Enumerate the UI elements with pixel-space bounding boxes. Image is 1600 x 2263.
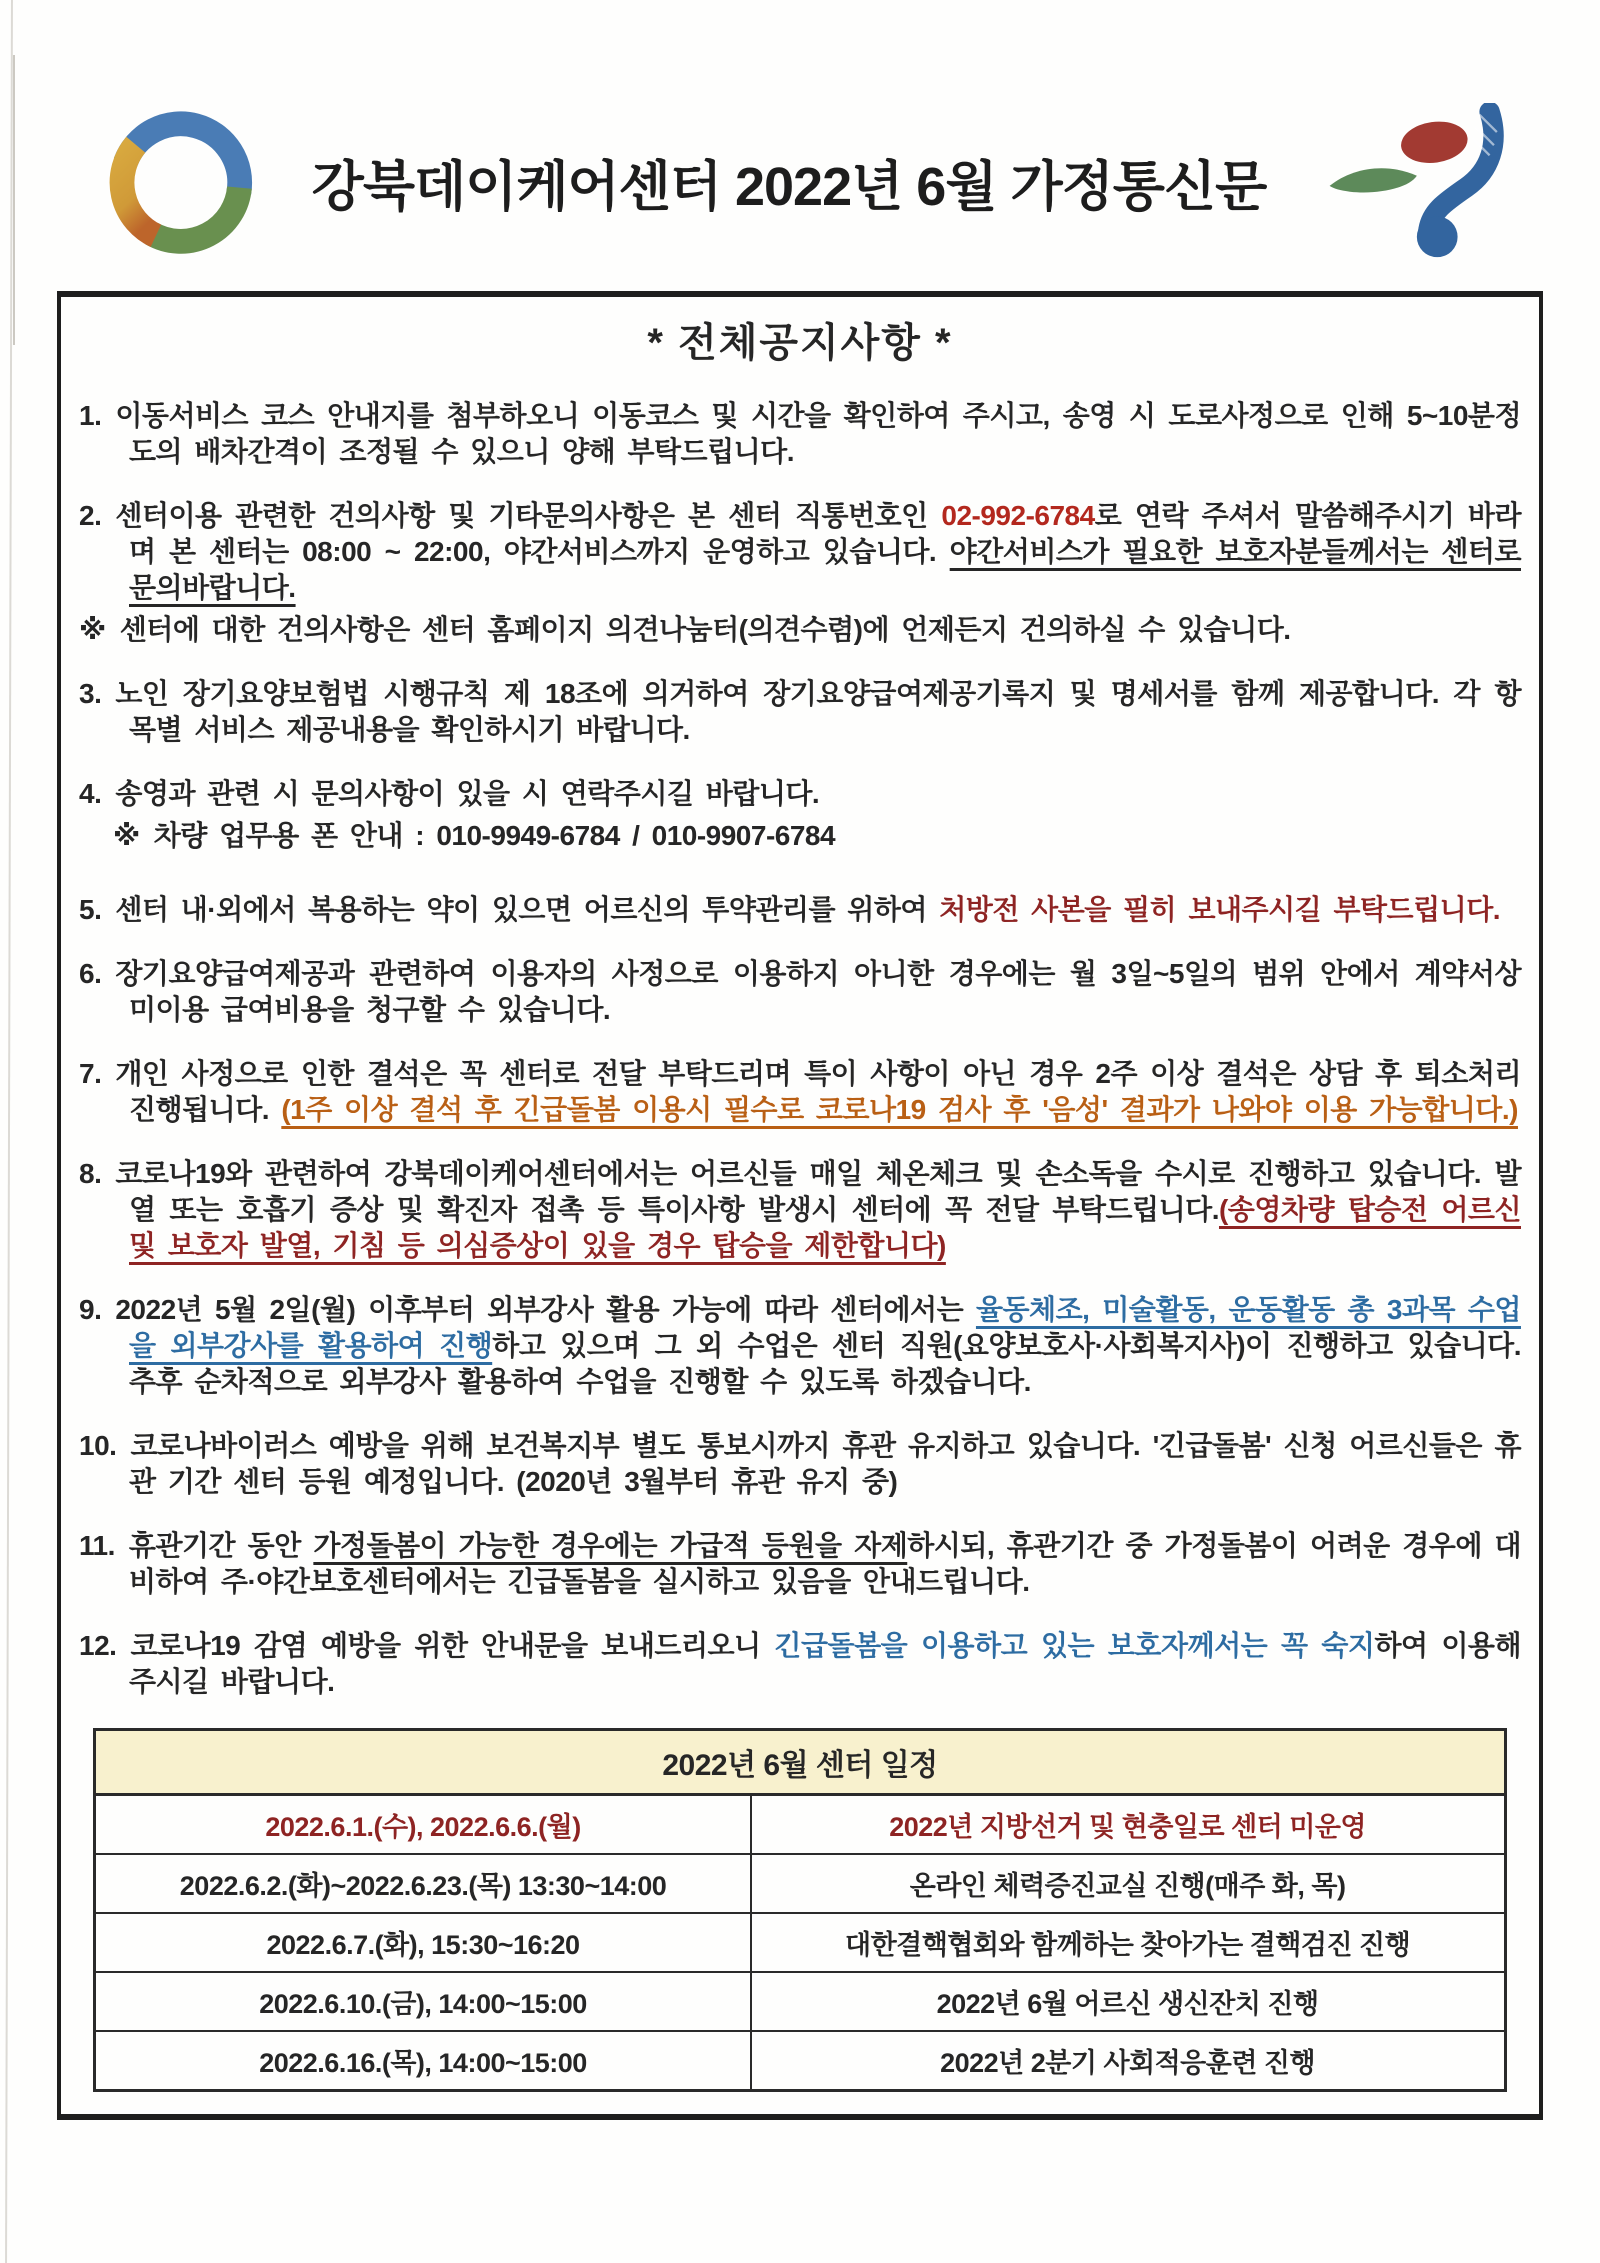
text-segment: 처방전 사본을 필히 보내주시길 부탁드립니다. xyxy=(939,894,1501,925)
item-number: 7. xyxy=(79,1058,102,1089)
item-number: ※ xyxy=(79,614,106,645)
notice-item xyxy=(79,498,1521,606)
text-segment: 하여 이용해주시길 바랍니다. xyxy=(129,1630,1521,1697)
notice-item xyxy=(79,1628,1521,1700)
text-segment: 이동서비스 코스 안내지를 첨부하오니 이동코스 및 시간을 확인하여 주시고, 송영 시 도로사정으로 인해 5~10분정도의 배차간격이 조정될 수 있으니 양해 부탁드립니다. xyxy=(115,400,1521,467)
schedule-row xyxy=(95,1854,1505,1913)
item-number: 11. xyxy=(79,1530,115,1561)
text-segment: 로 연락 주셔서 말씀해주시기 바라며 본 센터는 08:00 ~ 22:00, 야간서비스까지 운영하고 있습니다. xyxy=(129,500,1521,567)
notice-list xyxy=(79,398,1521,1700)
text-segment: 코로나바이러스 예방을 위해 보건복지부 별도 통보시까지 휴관 유지하고 있습니다. '긴급돌봄' 신청 어르신들은 휴관 기간 센터 등원 예정입니다. (2020년 3월부터 휴관 유지 중) xyxy=(129,1430,1521,1497)
text-segment: 가정돌봄이 가능한 경우에는 가급적 등원을 자제 xyxy=(313,1530,908,1561)
text-segment: 하시되, 휴관기간 중 가정돌봄이 어려운 경우에 대비하여 주·야간보호센터에서는 긴급돌봄을 실시하고 있음을 안내드립니다. xyxy=(129,1530,1521,1597)
text-segment: 송영과 관련 시 문의사항이 있을 시 연락주시길 바랍니다. xyxy=(115,778,820,809)
item-number: 4. xyxy=(79,778,102,809)
text-segment: (1주 이상 결석 후 긴급돌봄 이용시 필수로 코로나19 검사 후 '음성' 결과가 나와야 이용 가능합니다.) xyxy=(281,1094,1518,1125)
schedule-event: 2022년 지방선거 및 현충일로 센터 미운영 xyxy=(751,1795,1505,1855)
item-number: 1. xyxy=(79,400,102,431)
notice-item xyxy=(79,1056,1521,1128)
text-segment: 개인 사정으로 인한 결석은 꼭 센터로 전달 부탁드리며 특이 사항이 아닌 경우 2주 이상 결석은 상담 후 퇴소처리 진행됩니다. xyxy=(115,1058,1521,1125)
schedule-title: 2022년 6월 센터 일정 xyxy=(95,1730,1505,1795)
text-segment: 센터이용 관련한 건의사항 및 기타문의사항은 본 센터 직통번호인 xyxy=(115,500,942,531)
notice-item xyxy=(79,612,1521,648)
schedule-date: 2022.6.16.(목), 14:00~15:00 xyxy=(95,2031,751,2091)
item-number: 12. xyxy=(79,1630,117,1661)
schedule-event: 2022년 2분기 사회적응훈련 진행 xyxy=(751,2031,1505,2091)
schedule-row xyxy=(95,1972,1505,2031)
item-number: ※ xyxy=(113,820,140,851)
text-segment: 휴관기간 동안 xyxy=(128,1530,314,1561)
scan-artifact-line xyxy=(5,0,13,2263)
notice-box xyxy=(57,291,1543,2120)
schedule-event: 온라인 체력증진교실 진행(매주 화, 목) xyxy=(751,1854,1505,1913)
item-number: 8. xyxy=(79,1158,102,1189)
text-segment: 센터에 대한 건의사항은 센터 홈페이지 의견나눔터(의견수렴)에 언제든지 건의하실 수 있습니다. xyxy=(119,614,1291,645)
item-number: 5. xyxy=(79,894,102,925)
text-segment: 2022년 5월 2일(월) 이후부터 외부강사 활용 가능에 따라 센터에서는 xyxy=(115,1294,976,1325)
schedule-date: 2022.6.7.(화), 15:30~16:20 xyxy=(95,1913,751,1972)
item-number: 10. xyxy=(79,1430,117,1461)
schedule-table xyxy=(93,1728,1506,2092)
text-segment: (송영차량 탑승전 어르신 및 보호자 발열, 기침 등 의심증상이 있을 경우 탑승을 제한합니다) xyxy=(129,1194,1521,1261)
notice-item xyxy=(79,676,1521,748)
notice-item xyxy=(79,956,1521,1028)
text-segment: 코로나19와 관련하여 강북데이케어센터에서는 어르신들 매일 체온체크 및 손소독을 수시로 진행하고 있습니다. 발열 또는 호흡기 증상 및 확진자 접촉 등 특이사항 발생시 센터에 꼭 전달 부탁드립니다. xyxy=(115,1158,1521,1225)
text-segment: 02-992-6784 xyxy=(941,500,1095,531)
header xyxy=(0,0,1600,265)
notice-title: * 전체공지사항 * xyxy=(647,321,953,365)
schedule-row xyxy=(95,1913,1505,1972)
text-segment: 장기요양급여제공과 관련하여 이용자의 사정으로 이용하지 아니한 경우에는 월 3일~5일의 범위 안에서 계약서상 미이용 급여비용을 청구할 수 있습니다. xyxy=(115,958,1521,1025)
text-segment: 긴급돌봄을 이용하고 있는 보호자께서는 꼭 숙지 xyxy=(774,1630,1375,1661)
org-emblem-icon xyxy=(1295,103,1530,263)
notice-item xyxy=(79,892,1521,928)
notice-item xyxy=(79,1428,1521,1500)
item-number: 6. xyxy=(79,958,102,989)
schedule-body xyxy=(95,1795,1505,2091)
schedule-event: 2022년 6월 어르신 생신잔치 진행 xyxy=(751,1972,1505,2031)
schedule-event: 대한결핵협회와 함께하는 찾아가는 결핵검진 진행 xyxy=(751,1913,1505,1972)
schedule-date: 2022.6.10.(금), 14:00~15:00 xyxy=(95,1972,751,2031)
schedule-date: 2022.6.1.(수), 2022.6.6.(월) xyxy=(95,1795,751,1855)
item-number: 9. xyxy=(79,1294,102,1325)
center-swirl-logo-icon xyxy=(88,105,283,260)
notice-item xyxy=(79,776,1521,812)
item-number: 3. xyxy=(79,678,102,709)
notice-item xyxy=(79,1156,1521,1264)
notice-item xyxy=(79,1528,1521,1600)
notice-item xyxy=(113,818,1521,854)
text-segment: 센터 내·외에서 복용하는 약이 있으면 어르신의 투약관리를 위하여 xyxy=(115,894,940,925)
notice-item xyxy=(79,1292,1521,1400)
text-segment: 야간서비스가 필요한 보호자분들께서는 센터로 문의바랍니다. xyxy=(129,536,1521,603)
schedule-header xyxy=(95,1730,1505,1795)
scan-artifact-line xyxy=(13,55,15,345)
text-segment: 율동체조, 미술활동, 운동활동 총 3과목 수업을 외부강사를 활용하여 진행 xyxy=(129,1294,1521,1361)
text-segment: 노인 장기요양보험법 시행규칙 제 18조에 의거하여 장기요양급여제공기록지 및 명세서를 함께 제공합니다. 각 항목별 서비스 제공내용을 확인하시기 바랍니다. xyxy=(115,678,1521,745)
schedule-date: 2022.6.2.(화)~2022.6.23.(목) 13:30~14:00 xyxy=(95,1854,751,1913)
item-number: 2. xyxy=(79,500,102,531)
page-title: 강북데이케어센터 2022년 6월 가정통신문 xyxy=(311,157,1267,217)
text-segment: 하고 있으며 그 외 수업은 센터 직원(요양보호사·사회복지사)이 진행하고 있습니다. 추후 순차적으로 외부강사 활용하여 수업을 진행할 수 있도록 하겠습니다. xyxy=(129,1330,1522,1397)
schedule-row xyxy=(95,2031,1505,2091)
notice-item xyxy=(79,398,1521,470)
schedule-row xyxy=(95,1795,1505,1855)
text-segment: 코로나19 감염 예방을 위한 안내문을 보내드리오니 xyxy=(130,1630,775,1661)
text-segment: 차량 업무용 폰 안내 : 010-9949-6784 / 010-9907-6784 xyxy=(153,820,836,851)
